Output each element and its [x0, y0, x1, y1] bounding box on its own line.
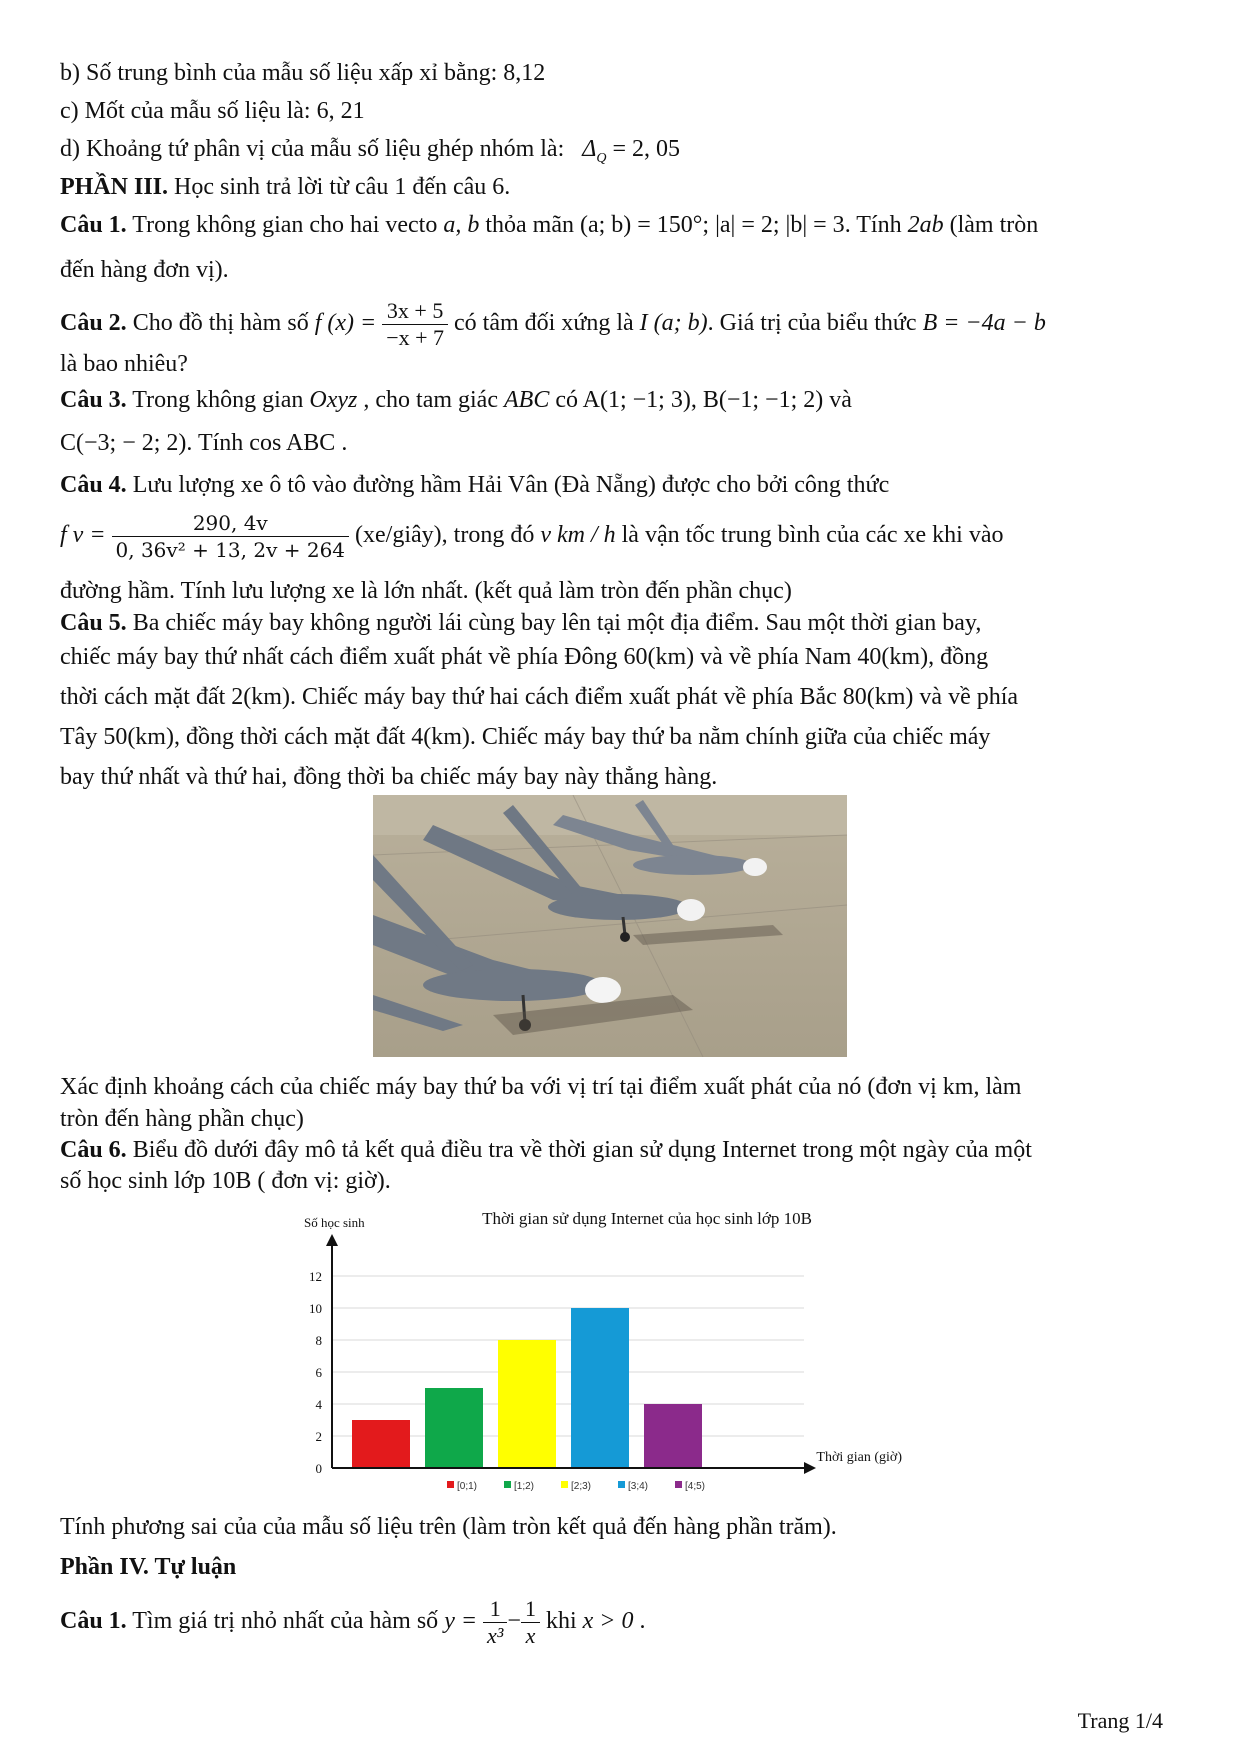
chart-grid: [332, 1276, 804, 1436]
question-1-line2: đến hàng đơn vị).: [60, 257, 229, 283]
bar-1: [352, 1420, 410, 1468]
legend-label: [2;3): [571, 1481, 592, 1492]
legend-swatch: [561, 1481, 568, 1488]
part3-heading: PHẦN III. Học sinh trả lời từ câu 1 đến câu 6.: [60, 174, 511, 200]
question-5-line4: Tây 50(km), đồng thời cách mặt đất 4(km). Chiếc máy bay thứ ba nằm chính giữa của chiếc máy: [60, 724, 991, 750]
question-4-formula: f v = $\frac{290, 4v}{\text{0, 36v² + 13, 2v + 264}}$ (xe/giây), trong đó v km / h là vận tốc trung bình của các xe khi vào: [60, 511, 1004, 562]
legend-label: [3;4): [628, 1481, 649, 1492]
y-tick-label: 12: [309, 1269, 322, 1284]
y-tick-label: 0: [315, 1461, 322, 1476]
question-6: Câu 6. Biểu đồ dưới đây mô tả kết quả điều tra về thời gian sử dụng Internet trong một ngày của một: [60, 1137, 1032, 1163]
y-tick-label: 2: [315, 1429, 322, 1444]
question-5-after1: Xác định khoảng cách của chiếc máy bay thứ ba với vị trí tại điểm xuất phát của nó (đơn vị km, làm: [60, 1074, 1022, 1100]
bar-2: [425, 1388, 483, 1468]
question-5-after2: tròn đến hàng phần chục): [60, 1106, 304, 1132]
part4-question-1: Câu 1. Tìm giá trị nhỏ nhất của hàm số y = $\frac{1}{\text{x³}}$ − $\frac{1}{x}$ khi x > 0 .: [60, 1596, 646, 1648]
answer-d: d) Khoảng tứ phân vị của mẫu số liệu ghép nhóm là: $\Delta_Q = 2$, 05: [60, 136, 680, 166]
bar-5: [644, 1404, 702, 1468]
question-3-line2: C(−3; − 2; 2). Tính cos ABC .: [60, 430, 348, 456]
legend-label: [0;1): [457, 1481, 478, 1492]
bar-chart-svg: [292, 1198, 932, 1498]
chart-xlabel: Thời gian (giờ): [816, 1450, 902, 1465]
y-tick-label: 4: [315, 1397, 322, 1412]
question-6-after: Tính phương sai của của mẫu số liệu trên (làm tròn kết quả đến hàng phần trăm).: [60, 1514, 837, 1540]
chart-bars: [352, 1308, 702, 1468]
question-2: Câu 2. Cho đồ thị hàm số f (x) = $\frac{3x + 5}{-x + 7}$ có tâm đối xứng là I (a; b). Giá trị của biểu thức B = −4a − b: [60, 298, 1046, 350]
legend-label: [1;2): [514, 1481, 535, 1492]
part4-heading: Phần IV. Tự luận: [60, 1554, 237, 1580]
fraction-1-over-x: $\frac{1}{x}$: [521, 1596, 540, 1649]
fraction-1-over-x3: $\frac{1}{\text{x³}}$: [483, 1596, 507, 1649]
answer-b: b) Số trung bình của mẫu số liệu xấp xỉ bằng: 8,12: [60, 60, 546, 86]
question-5: Câu 5. Ba chiếc máy bay không người lái cùng bay lên tại một địa điểm. Sau một thời gian bay,: [60, 610, 982, 636]
drones-photo: [373, 795, 847, 1057]
chart-title: Thời gian sử dụng Internet của học sinh lớp 10B: [482, 1209, 812, 1228]
fraction-q4: $\frac{290, 4v}{\text{0, 36v² + 13, 2v + 264}}$: [112, 510, 350, 563]
chart-legend: [447, 1481, 705, 1492]
answer-c: c) Mốt của mẫu số liệu là: 6, 21: [60, 98, 365, 124]
question-4-line3: đường hầm. Tính lưu lượng xe là lớn nhất. (kết quả làm tròn đến phần chục): [60, 578, 792, 604]
fraction-q2: $\frac{3x + 5}{-x + 7}$: [382, 298, 448, 351]
question-4: Câu 4. Lưu lượng xe ô tô vào đường hầm Hải Vân (Đà Nẵng) được cho bởi công thức: [60, 472, 890, 498]
legend-swatch: [504, 1481, 511, 1488]
question-3: Câu 3. Trong không gian Oxyz , cho tam giác ABC có A(1; −1; 3), B(−1; −1; 2) và: [60, 387, 852, 413]
legend-label: [4;5): [685, 1481, 706, 1492]
chart-y-ticks: [309, 1269, 323, 1476]
question-2-line2: là bao nhiêu?: [60, 351, 188, 377]
question-5-line3: thời cách mặt đất 2(km). Chiếc máy bay thứ hai cách điểm xuất phát về phía Bắc 80(km) và về phía: [60, 684, 1019, 710]
internet-usage-chart: [292, 1198, 932, 1498]
question-6-line2: số học sinh lớp 10B ( đơn vị: giờ).: [60, 1168, 391, 1194]
y-tick-label: 10: [309, 1301, 322, 1316]
question-5-line2: chiếc máy bay thứ nhất cách điểm xuất phát về phía Đông 60(km) và về phía Nam 40(km), đồng: [60, 644, 989, 670]
chart-ylabel: Số học sinh: [304, 1215, 365, 1230]
bar-4: [571, 1308, 629, 1468]
y-axis-arrow: [326, 1234, 338, 1246]
question-5-line5: bay thứ nhất và thứ hai, đồng thời ba chiếc máy bay này thẳng hàng.: [60, 764, 718, 790]
x-axis-arrow: [804, 1462, 816, 1474]
page-number: Trang 1/4: [1077, 1708, 1163, 1733]
y-tick-label: 6: [315, 1365, 322, 1380]
legend-swatch: [618, 1481, 625, 1488]
y-tick-label: 8: [315, 1333, 322, 1348]
legend-swatch: [675, 1481, 682, 1488]
bar-3: [498, 1340, 556, 1468]
legend-swatch: [447, 1481, 454, 1488]
question-1: Câu 1. Trong không gian cho hai vecto a, b thỏa mãn (a; b) = 150°; |a| = 2; |b| = 3. Tính 2ab (làm tròn: [60, 212, 1039, 238]
